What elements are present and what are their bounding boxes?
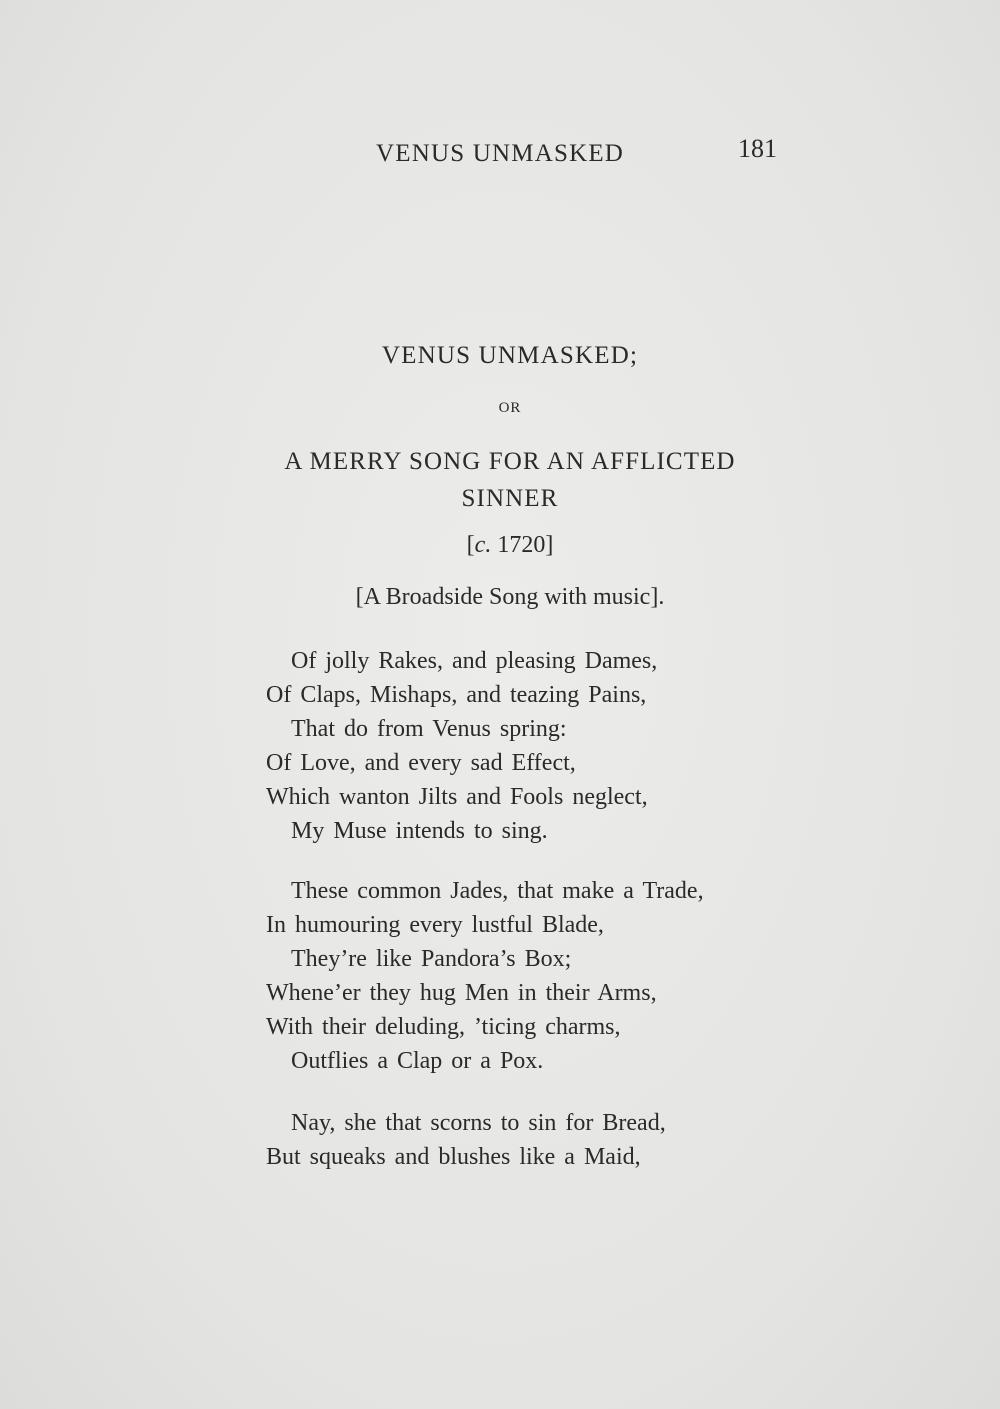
poem-title: VENUS UNMASKED; — [381, 342, 639, 369]
page-number: 181 — [738, 134, 777, 163]
verse-line: They’re like Pandora’s Box; — [291, 946, 572, 972]
stanza-2 — [266, 874, 704, 1078]
verse-line: With their deluding, ’ticing charms, — [266, 1014, 621, 1040]
date-bracket: [ — [466, 532, 475, 558]
verse-line: Which wanton Jilts and Fools neglect, — [266, 784, 648, 810]
running-head-title: VENUS UNMASKED — [376, 140, 625, 167]
subtitle-line-2: SINNER — [461, 485, 559, 512]
verse-line: That do from Venus spring: — [291, 716, 567, 742]
poem-subtitle — [10, 443, 1000, 517]
verse-line: But squeaks and blushes like a Maid, — [266, 1144, 641, 1170]
verse-line: Of jolly Rakes, and pleasing Dames, — [291, 648, 658, 674]
subtitle-line-1: A MERRY SONG FOR AN AFFLICTED — [284, 448, 736, 475]
stanza-1 — [266, 644, 657, 848]
verse-line: My Muse intends to sing. — [291, 818, 548, 844]
verse-line: In humouring every lustful Blade, — [266, 912, 604, 938]
verse-line: These common Jades, that make a Trade, — [291, 878, 704, 904]
stanza-3 — [266, 1106, 666, 1174]
title-or: OR — [498, 400, 522, 416]
date-year: 1720] — [491, 532, 554, 558]
verse-line: Of Claps, Mishaps, and teazing Pains, — [266, 682, 647, 708]
verse-line: Whene’er they hug Men in their Arms, — [266, 980, 657, 1006]
verse-line: Outflies a Clap or a Pox. — [291, 1048, 544, 1074]
verse-line: Of Love, and every sad Effect, — [266, 750, 576, 776]
poem-date — [10, 532, 1000, 559]
verse-line: Nay, she that scorns to sin for Bread, — [291, 1110, 666, 1136]
date-circa: c. — [474, 532, 492, 558]
editorial-note: [A Broadside Song with music]. — [355, 584, 665, 610]
